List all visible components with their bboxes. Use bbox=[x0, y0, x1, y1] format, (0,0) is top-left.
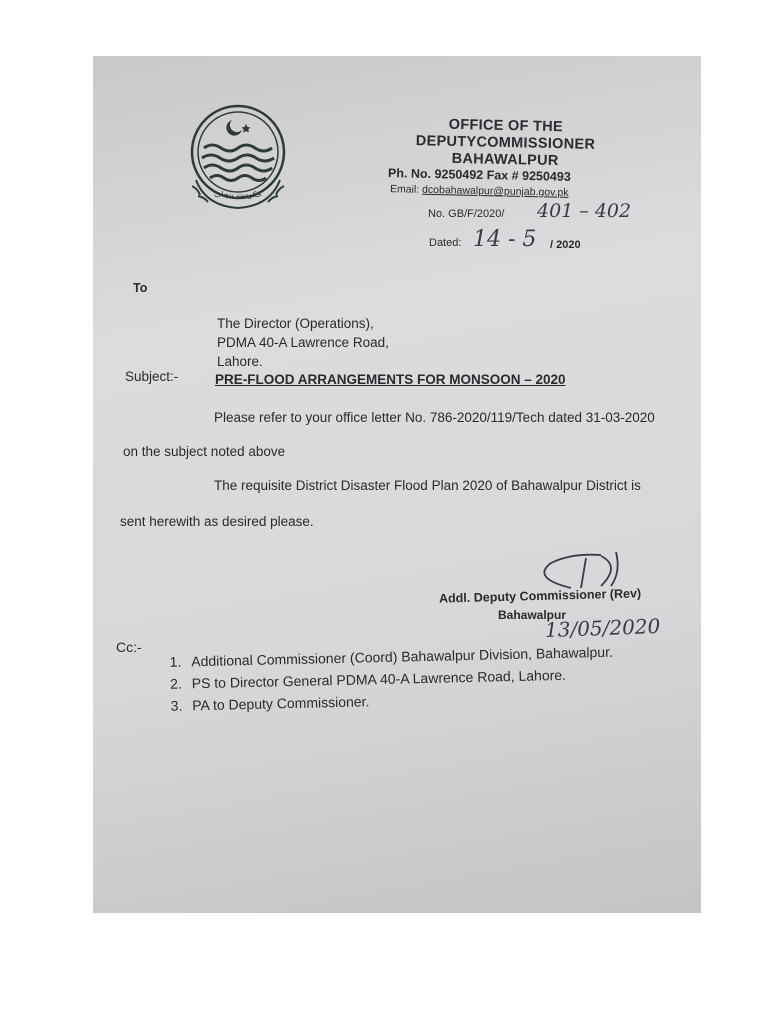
letter-sheet bbox=[93, 56, 701, 913]
to-label: To bbox=[133, 281, 148, 295]
email-line bbox=[390, 183, 569, 199]
letterhead-line2: DEPUTYCOMMISSIONER bbox=[415, 133, 596, 153]
letterhead-office bbox=[392, 116, 618, 172]
email-address: dcobahawalpur@punjab.gov.pk bbox=[421, 183, 569, 199]
paragraph2-line2: sent herewith as desired please. bbox=[120, 514, 314, 529]
recipient-address bbox=[217, 314, 389, 371]
recipient-line3: Lahore. bbox=[217, 354, 263, 369]
letterhead-line1: OFFICE OF THE bbox=[448, 116, 564, 136]
subject-label: Subject:- bbox=[125, 369, 179, 384]
subject-title: PRE-FLOOD ARRANGEMENTS FOR MONSOON – 2020 bbox=[215, 372, 566, 387]
cc-item-2: 2. PS to Director General PDMA 40-A Lawrence Road, Lahore. bbox=[185, 663, 613, 695]
recipient-line1: The Director (Operations), bbox=[217, 316, 374, 331]
svg-text:حکومتِ پنجاب: حکومتِ پنجاب bbox=[214, 190, 262, 199]
email-label: Email: bbox=[389, 183, 420, 196]
recipient-line2: PDMA 40-A Lawrence Road, bbox=[217, 335, 389, 350]
signatory-title: Addl. Deputy Commissioner (Rev) bbox=[438, 586, 642, 606]
dated-label: Dated: bbox=[429, 237, 462, 249]
signatory-place: Bahawalpur bbox=[498, 608, 567, 622]
letter-number-handwritten: 401 – 402 bbox=[537, 200, 632, 222]
paragraph2-line1: The requisite District Disaster Flood Plan 2020 of Bahawalpur District is bbox=[214, 478, 641, 493]
paragraph1-line1: Please refer to your office letter No. 786-2020/119/Tech dated 31-03-2020 bbox=[214, 410, 655, 425]
cc-label: Cc:- bbox=[116, 639, 142, 655]
paragraph1-line2: on the subject noted above bbox=[123, 444, 286, 459]
cc-item-1: 1. Additional Commissioner (Coord) Bahawalpur Division, Bahawalpur. bbox=[185, 641, 613, 673]
letter-number-label: No. GB/F/2020/ bbox=[428, 208, 505, 220]
dated-year: / 2020 bbox=[550, 239, 581, 251]
dated-handwritten: 14 - 5 bbox=[473, 227, 537, 252]
punjab-government-seal-icon bbox=[188, 102, 300, 214]
phone-fax: Ph. No. 9250492 Fax # 9250493 bbox=[387, 166, 571, 184]
cc-item-3: 3. PA to Deputy Commissioner. bbox=[186, 685, 614, 717]
cc-list bbox=[161, 641, 614, 717]
signature-date-handwritten: 13/05/2020 bbox=[544, 613, 661, 643]
letterhead-line3: BAHAWALPUR bbox=[451, 150, 559, 170]
